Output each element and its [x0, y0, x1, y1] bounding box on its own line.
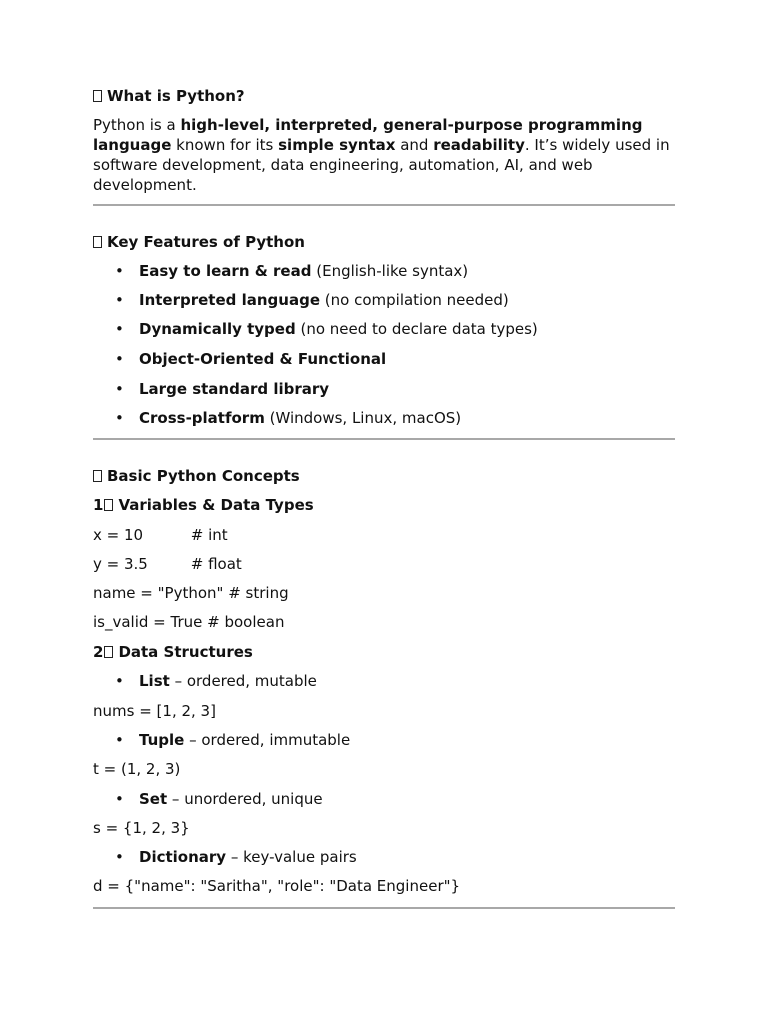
bullet-icon: • [115, 409, 124, 427]
bullet-icon: • [115, 320, 124, 338]
subheading-variables: 1 Variables & Data Types [93, 496, 314, 514]
code-line: d = {"name": "Saritha", "role": "Data Engineer"} [93, 877, 461, 895]
code-line: y = 3.5 # float [93, 555, 242, 573]
horizontal-divider [93, 438, 675, 440]
section-heading-basic-concepts: Basic Python Concepts [93, 467, 300, 485]
bullet-icon: • [115, 790, 124, 808]
bullet-icon: • [115, 731, 124, 749]
bullet-icon: • [115, 380, 124, 398]
bullet-icon: • [115, 848, 124, 866]
missing-glyph-icon [93, 236, 102, 248]
section-heading-key-features: Key Features of Python [93, 233, 305, 251]
horizontal-divider [93, 204, 675, 206]
missing-glyph-icon [93, 90, 102, 102]
code-line: s = {1, 2, 3} [93, 819, 190, 837]
bullet-icon: • [115, 262, 124, 280]
horizontal-divider [93, 907, 675, 909]
code-line: x = 10 # int [93, 526, 228, 544]
bullet-icon: • [115, 291, 124, 309]
missing-glyph-icon [104, 499, 113, 511]
code-line: t = (1, 2, 3) [93, 760, 181, 778]
code-line: is_valid = True # boolean [93, 613, 285, 631]
intro-paragraph: Python is a high-level, interpreted, general-purpose programming language known for its simple syntax and readability. It’s widely used in software development, data engineering, automation, AI, and web development. [93, 116, 670, 194]
section-heading-what-is-python: What is Python? [93, 87, 245, 105]
code-line: nums = [1, 2, 3] [93, 702, 216, 720]
code-line: name = "Python" # string [93, 584, 289, 602]
bullet-icon: • [115, 672, 124, 690]
bullet-icon: • [115, 350, 124, 368]
subheading-data-structures: 2 Data Structures [93, 643, 253, 661]
missing-glyph-icon [104, 646, 113, 658]
missing-glyph-icon [93, 470, 102, 482]
